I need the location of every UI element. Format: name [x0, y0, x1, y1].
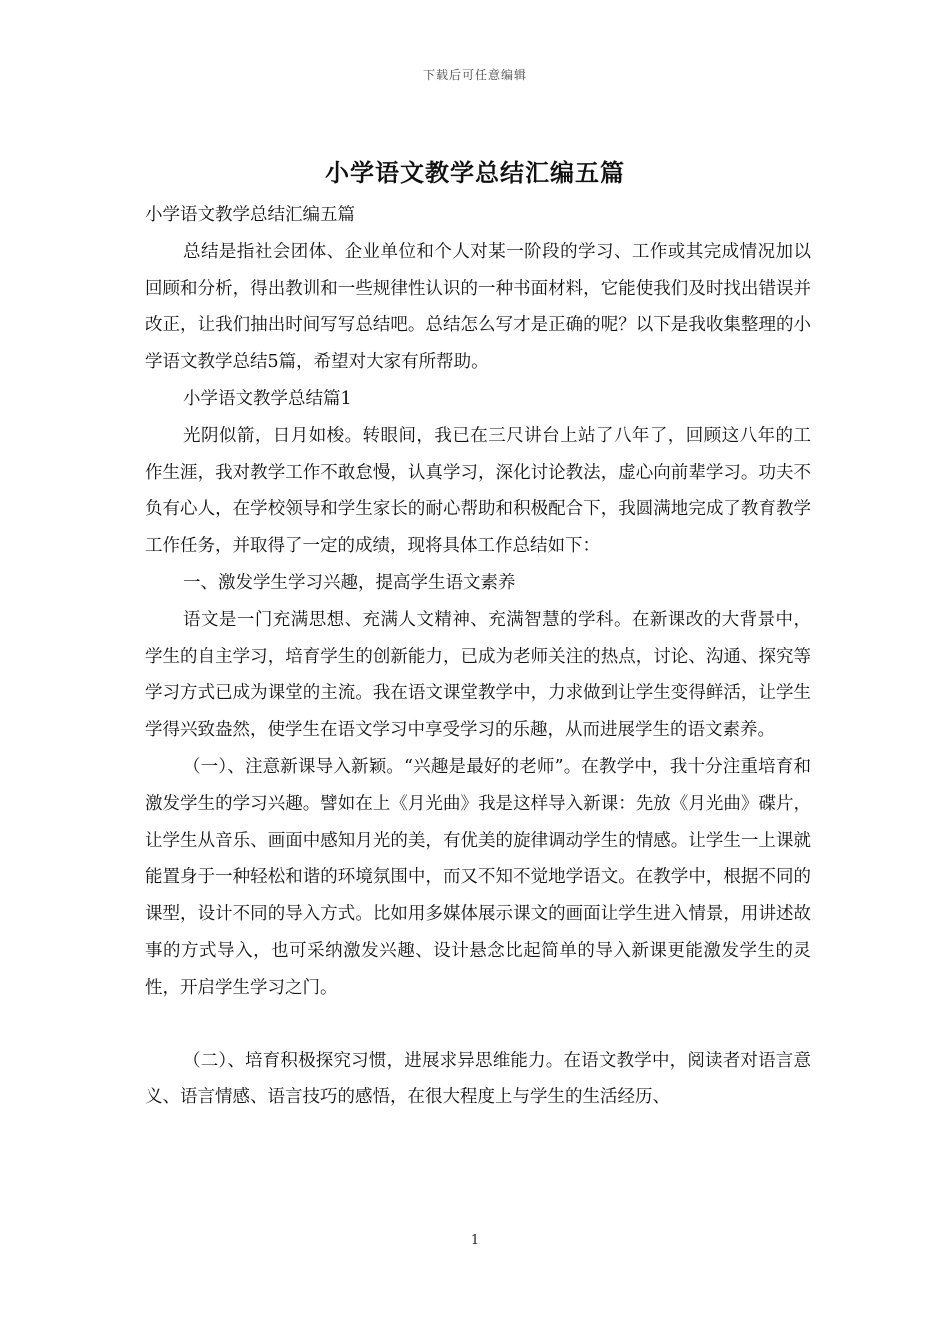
intro-paragraph: 总结是指社会团体、企业单位和个人对某一阶段的学习、工作或其完成情况加以回顾和分析，得出教训和一些规律性认识的一种书面材料，它能使我们及时找出错误并改正，让我们抽出时间写写总结吧。总结怎么写才是正确的呢？以下是我收集整理的小学语文教学总结5篇，希望对大家有所帮助。 [145, 241, 811, 373]
body-paragraph: （一）、注意新课导入新颖。“兴趣是最好的老师”。在教学中，我十分注重培育和激发学生的学习兴趣。譬如在上《月光曲》我是这样导入新课：先放《月光曲》碟片，让学生从音乐、画面中感知月光的美，有优美的旋律调动学生的情感。让学生一上课就能置身于一种轻松和谐的环境氛围中，而又不知不觉地学语文。在教学中，根据不同的课型，设计不同的导入方式。比如用多媒体展示课文的画面让学生进入情景，用讲述故事的方式导入，也可采纳激发兴趣、设计悬念比起简单的导入新课更能激发学生的灵性，开启学生学习之门。 [145, 756, 811, 998]
header-note: 下载后可任意编辑 [422, 68, 527, 82]
body-paragraph: 光阴似箭，日月如梭。转眼间，我已在三尺讲台上站了八年了，回顾这八年的工作生涯，我对教学工作不敢怠慢，认真学习，深化讨论教法，虚心向前辈学习。功夫不负有心人，在学校领导和学生家长的耐心帮助和积极配合下，我圆满地完成了教育教学工作任务，并取得了一定的成绩，现将具体工作总结如下： [145, 425, 811, 557]
body-paragraph: （二）、培育积极探究习惯，进展求异思维能力。在语文教学中，阅读者对语言意义、语言情感、语言技巧的感悟，在很大程度上与学生的生活经历、 [145, 1050, 811, 1108]
body-paragraph: 语文是一门充满思想、充满人文精神、充满智慧的学科。在新课改的大背景中，学生的自主学习，培育学生的创新能力，已成为老师关注的热点，讨论、沟通、探究等学习方式已成为课堂的主流。我在语文课堂教学中，力求做到让学生变得鲜活，让学生学得兴致盎然，使学生在语文学习中享受学习的乐趣，从而进展学生的语文素养。 [145, 609, 811, 741]
document-body [145, 197, 811, 1116]
subsection-heading: 一、激发学生学习兴趣，提高学生语文素养 [183, 572, 516, 593]
document-title: 小学语文教学总结汇编五篇 [325, 158, 625, 187]
subtitle-paragraph: 小学语文教学总结汇编五篇 [145, 205, 355, 225]
section-heading: 小学语文教学总结篇1 [183, 388, 352, 409]
page-number: 1 [470, 1233, 480, 1248]
